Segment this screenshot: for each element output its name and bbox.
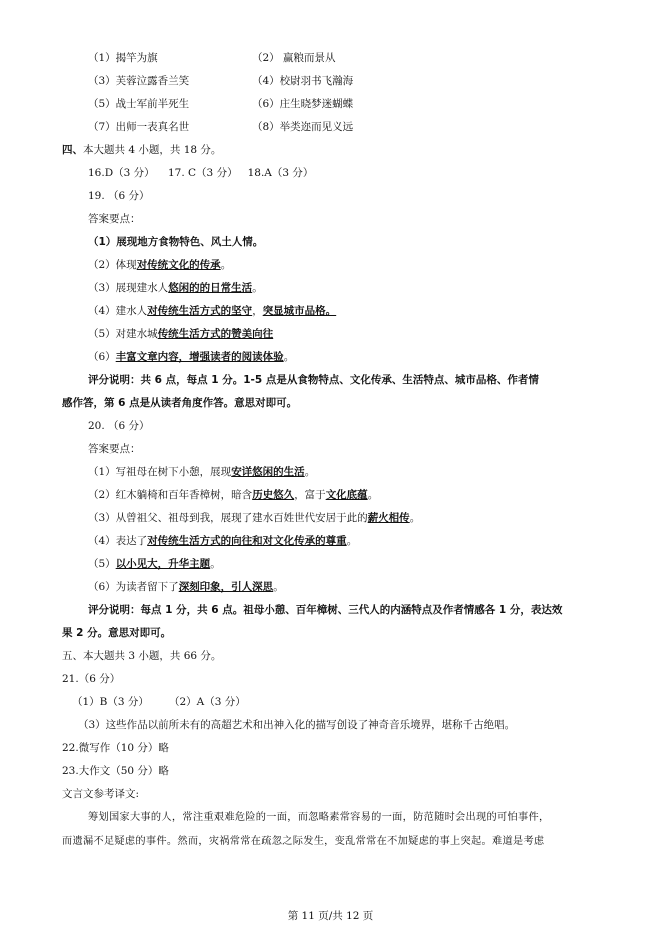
section4-heading: [62, 142, 221, 158]
q19-point-2: [88, 257, 231, 273]
q20-p2-end: 。: [367, 489, 379, 501]
q19-p6-lead: （6）: [88, 351, 116, 363]
q19-point-1: （1）展现地方食物特色、风土人情。: [88, 236, 264, 248]
q20-point-1: [88, 464, 315, 480]
mingju-item-2: （2） 赢粮而景从: [252, 52, 336, 64]
mingju-item-5: （5）战士军前半死生: [88, 98, 190, 110]
q19-answer-label: 答案要点：: [88, 213, 141, 225]
section5-heading: 五、本大题共 3 小题，共 66 分。: [62, 650, 222, 662]
q19-p2-end: 。: [220, 259, 232, 271]
q21-part3: （3）这些作品以前所未有的高超艺术和出神入化的描写创设了神奇音乐境界，堪称千古绝唱。: [78, 719, 516, 731]
q20-p2-key2: 文化底蕴: [325, 489, 368, 501]
q20-p2-lead: （2）红木躺椅和百年香樟树，暗含: [88, 489, 253, 501]
q19-p3-lead: （3）展现建水人: [88, 282, 169, 294]
q20-scoring-note-1: 评分说明：每点 1 分，共 6 点。祖母小憩、百年樟树、三代人的内涵特点及作者情感各 1 分，表达效: [88, 604, 563, 616]
q19-p5-lead: （5）对建水城: [88, 328, 158, 340]
q19-p4-key: 对传统生活方式的坚守: [147, 305, 253, 317]
q19-point-3: [88, 280, 263, 296]
translation-line-2: 而遗漏不足疑虑的事件。然而，灾祸常常在疏忽之际发生，变乱常常在不加疑虑的事上突起。难道是考虑: [62, 836, 545, 847]
mingju-item-6: （6）庄生晓梦迷蝴蝶: [252, 98, 354, 110]
q19-p2-lead: （2）体现: [88, 259, 137, 271]
translation-heading: 文言文参考译文:: [62, 788, 140, 800]
q22: 22.微写作（10 分）略: [62, 742, 169, 754]
q19-p3-key: 悠闲的的日常生活: [168, 282, 253, 294]
mc-answers: 16.D（3 分） 17. C（3 分） 18.A（3 分）: [88, 167, 314, 179]
q20-p4-lead: （4）表达了: [88, 535, 148, 547]
q21-answers: （1）B（3 分） （2）A（3 分）: [72, 696, 246, 708]
q19-p4-key2: 突显城市品格。: [262, 305, 337, 317]
q20-p3-end: 。: [409, 512, 421, 524]
q19-p6-key: 丰富文章内容，增强读者的阅读体验: [115, 351, 284, 363]
mingju-item-4: （4）校尉羽书飞瀚海: [252, 75, 354, 87]
q20-point-2: [88, 487, 378, 503]
q19-p4-comma: ，: [252, 305, 263, 317]
q20-p2-mid: ，富于: [294, 489, 326, 501]
q20-p6-key: 深刻印象，引人深思: [178, 581, 274, 593]
q21-title: 21.（6 分）: [62, 673, 121, 685]
q20-p1-end: 。: [304, 466, 316, 478]
section4-heading-text: 本大题共 4 小题，共 18 分。: [83, 144, 222, 156]
q20-point-3: [88, 510, 420, 526]
q20-p1-lead: （1）写祖母在树下小憩，展现: [88, 466, 232, 478]
q20-answer-label: 答案要点：: [88, 443, 141, 455]
q19-p2-key: 对传统文化的传承: [136, 259, 221, 271]
q20-p1-key: 安详悠闲的生活: [231, 466, 305, 478]
q19-point-4: [88, 303, 336, 319]
q19-scoring-note-1: 评分说明：共 6 点，每点 1 分。1-5 点是从食物特点、文化传承、生活特点、城市品格、作者情: [88, 374, 539, 386]
q20-p5-key: 以小见大，升华主题: [115, 558, 211, 570]
mingju-item-8: （8）举类迩而见义远: [252, 121, 354, 133]
q20-p3-lead: （3）从曾祖父、祖母到我，展现了建水百姓世代安居于此的: [88, 512, 368, 524]
q20-p4-key: 对传统生活方式的向往和对文化传承的尊重: [147, 535, 347, 547]
mingju-item-1: （1）揭竿为旗: [88, 52, 158, 64]
q19-p3-end: 。: [252, 282, 263, 294]
q20-point-4: [88, 533, 357, 549]
section4-number: 四、: [62, 144, 83, 156]
q20-p5-lead: （5）: [88, 558, 116, 570]
q20-point-6: [88, 579, 284, 595]
q19-point-5: [88, 326, 273, 342]
q20-p6-end: 。: [273, 581, 284, 593]
q19-title: 19. （6 分）: [88, 190, 150, 202]
translation-line-1: 筹划国家大事的人，常注重艰难危险的一面，而忽略素常容易的一面，防范随时会出现的可怕事件，: [88, 812, 550, 823]
q19-p6-end: 。: [283, 351, 295, 363]
q20-p5-end: 。: [210, 558, 221, 570]
mingju-item-3: （3）芙蓉泣露香兰笑: [88, 75, 190, 87]
q20-p2-key: 历史悠久: [252, 489, 295, 501]
q19-scoring-note-2: 感作答，第 6 点是从读者角度作答。意思对即可。: [62, 397, 298, 409]
q20-p3-key: 薪火相传: [367, 512, 410, 524]
mingju-item-7: （7）出师一表真名世: [88, 121, 190, 133]
q20-p4-end: 。: [346, 535, 358, 547]
q20-p6-lead: （6）为读者留下了: [88, 581, 179, 593]
q20-title: 20. （6 分）: [88, 420, 150, 432]
q19-point-6: [88, 349, 294, 365]
q20-scoring-note-2: 果 2 分。意思对即可。: [62, 627, 172, 639]
q23: 23.大作文（50 分）略: [62, 765, 169, 777]
q19-p5-key: 传统生活方式的赞美向往: [157, 328, 274, 340]
q20-point-5: [88, 556, 221, 572]
q19-p4-lead: （4）建水人: [88, 305, 148, 317]
page-footer: 第 11 页/共 12 页: [287, 910, 374, 922]
